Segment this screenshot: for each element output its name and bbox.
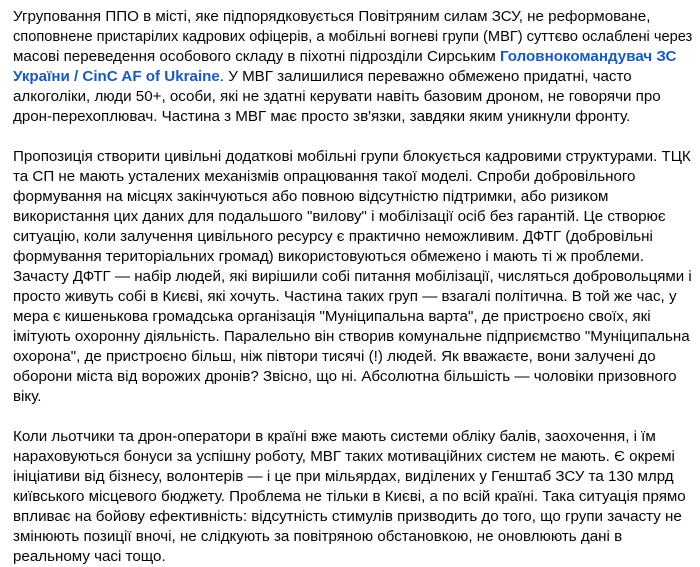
text-fragment: . У МВГ залишилися переважно обмежено придатні, часто [219, 68, 632, 85]
text-line: змінюють позиції вночі, не слідкують за повітряною обстановкою, не оновлюють дані в [13, 528, 623, 545]
text-line: та СП не мають усталених механізмів опрацювання такої моделі. Спроби добровільного [13, 168, 636, 185]
text-line: Зачасту ДФТГ — набір людей, які вирішили собі питання мобілізації, числяться добровольцями і [13, 268, 692, 285]
text-line: алкоголіки, люди 50+, особи, які не здатні керувати навіть базовим дроном, не говорячи про [13, 88, 661, 105]
text-line: київського місцевого бюджету. Проблема не тільки в Києві, а по всій країні. Така ситуація прямо [13, 488, 686, 505]
text-line: ініціативи від бізнесу, волонтерів — і це при мільярдах, виділених у Генштаб ЗСУ та 130 млрд [13, 468, 674, 485]
text-line: просто живуть собі в Києві, які хочуть. Частина таких груп — взагалі політична. В той же час, у [13, 288, 677, 305]
text-line: Угруповання ППО в місті, яке підпорядковується Повітряним силам ЗСУ, не реформоване, [13, 8, 651, 25]
text-fragment: масові переведення особового складу в піхотні підрозділи Сирським [13, 48, 500, 65]
text-line: нараховуються бонуси за успішну роботу, МВГ таких мотиваційних систем не мають. Є окремі [13, 448, 675, 465]
text-line: імітують охоронну діяльність. Паралельно він створив комунальне підприємство "Муніципальна [13, 328, 690, 345]
text-line: Пропозиція створити цивільні додаткові мобільні групи блокується кадровими структурами. ТЦК [13, 148, 691, 165]
text-line: споповнене пристарілих кадрових офіцерів, а мобільні вогневі групи (МВГ) суттєво ослаблені через [13, 28, 693, 45]
text-line: охорона", де пристроєно більш, ніж півтори тисячі (!) людей. Як вважаєте, вони залучені до [13, 348, 656, 365]
mention-link-continued[interactable]: України / CinC AF of Ukraine [13, 68, 220, 85]
text-line: дрон-перехоплювач. Частина з МВГ має просто зв'язки, завдяки яким уникнули фронту. [13, 108, 631, 125]
post-paragraph [13, 7, 693, 127]
text-line [13, 67, 686, 87]
post-paragraph [13, 427, 686, 567]
text-line [13, 47, 686, 67]
text-line: формування територіальних громад) використовуються обмежено і мають ті ж проблеми. [13, 248, 644, 265]
text-line: оборони міста від ворожих дронів? Звісно, що ні. Абсолютна більшість — чоловіки призовного [13, 368, 677, 385]
text-line: використання цих даних для подальшого "вилову" і мобілізації осіб без гарантій. Це створює [13, 208, 666, 225]
text-line: ситуацію, коли залучення цивільного ресурсу є практично неможливим. ДФТГ (добровільні [13, 228, 653, 245]
text-line: формування на місцях закінчуються або повною відсутністю підтримки, або ризиком [13, 188, 609, 205]
mention-link[interactable]: Головнокомандувач ЗС [499, 48, 677, 65]
post-paragraph [13, 147, 692, 407]
text-line: Коли льотчики та дрон-оператори в країні вже мають системи обліку балів, заохочення, і їм [13, 428, 656, 445]
text-line: реальному часі тощо. [13, 548, 166, 565]
text-line: мера є кишенькова громадська організація "Муніципальна варта", де пристроєно своїх, які [13, 308, 651, 325]
text-line: впливає на бойову ефективність: відсутність стимулів призводить до того, що групи зачасту не [13, 508, 682, 525]
text-line: віку. [13, 388, 42, 405]
